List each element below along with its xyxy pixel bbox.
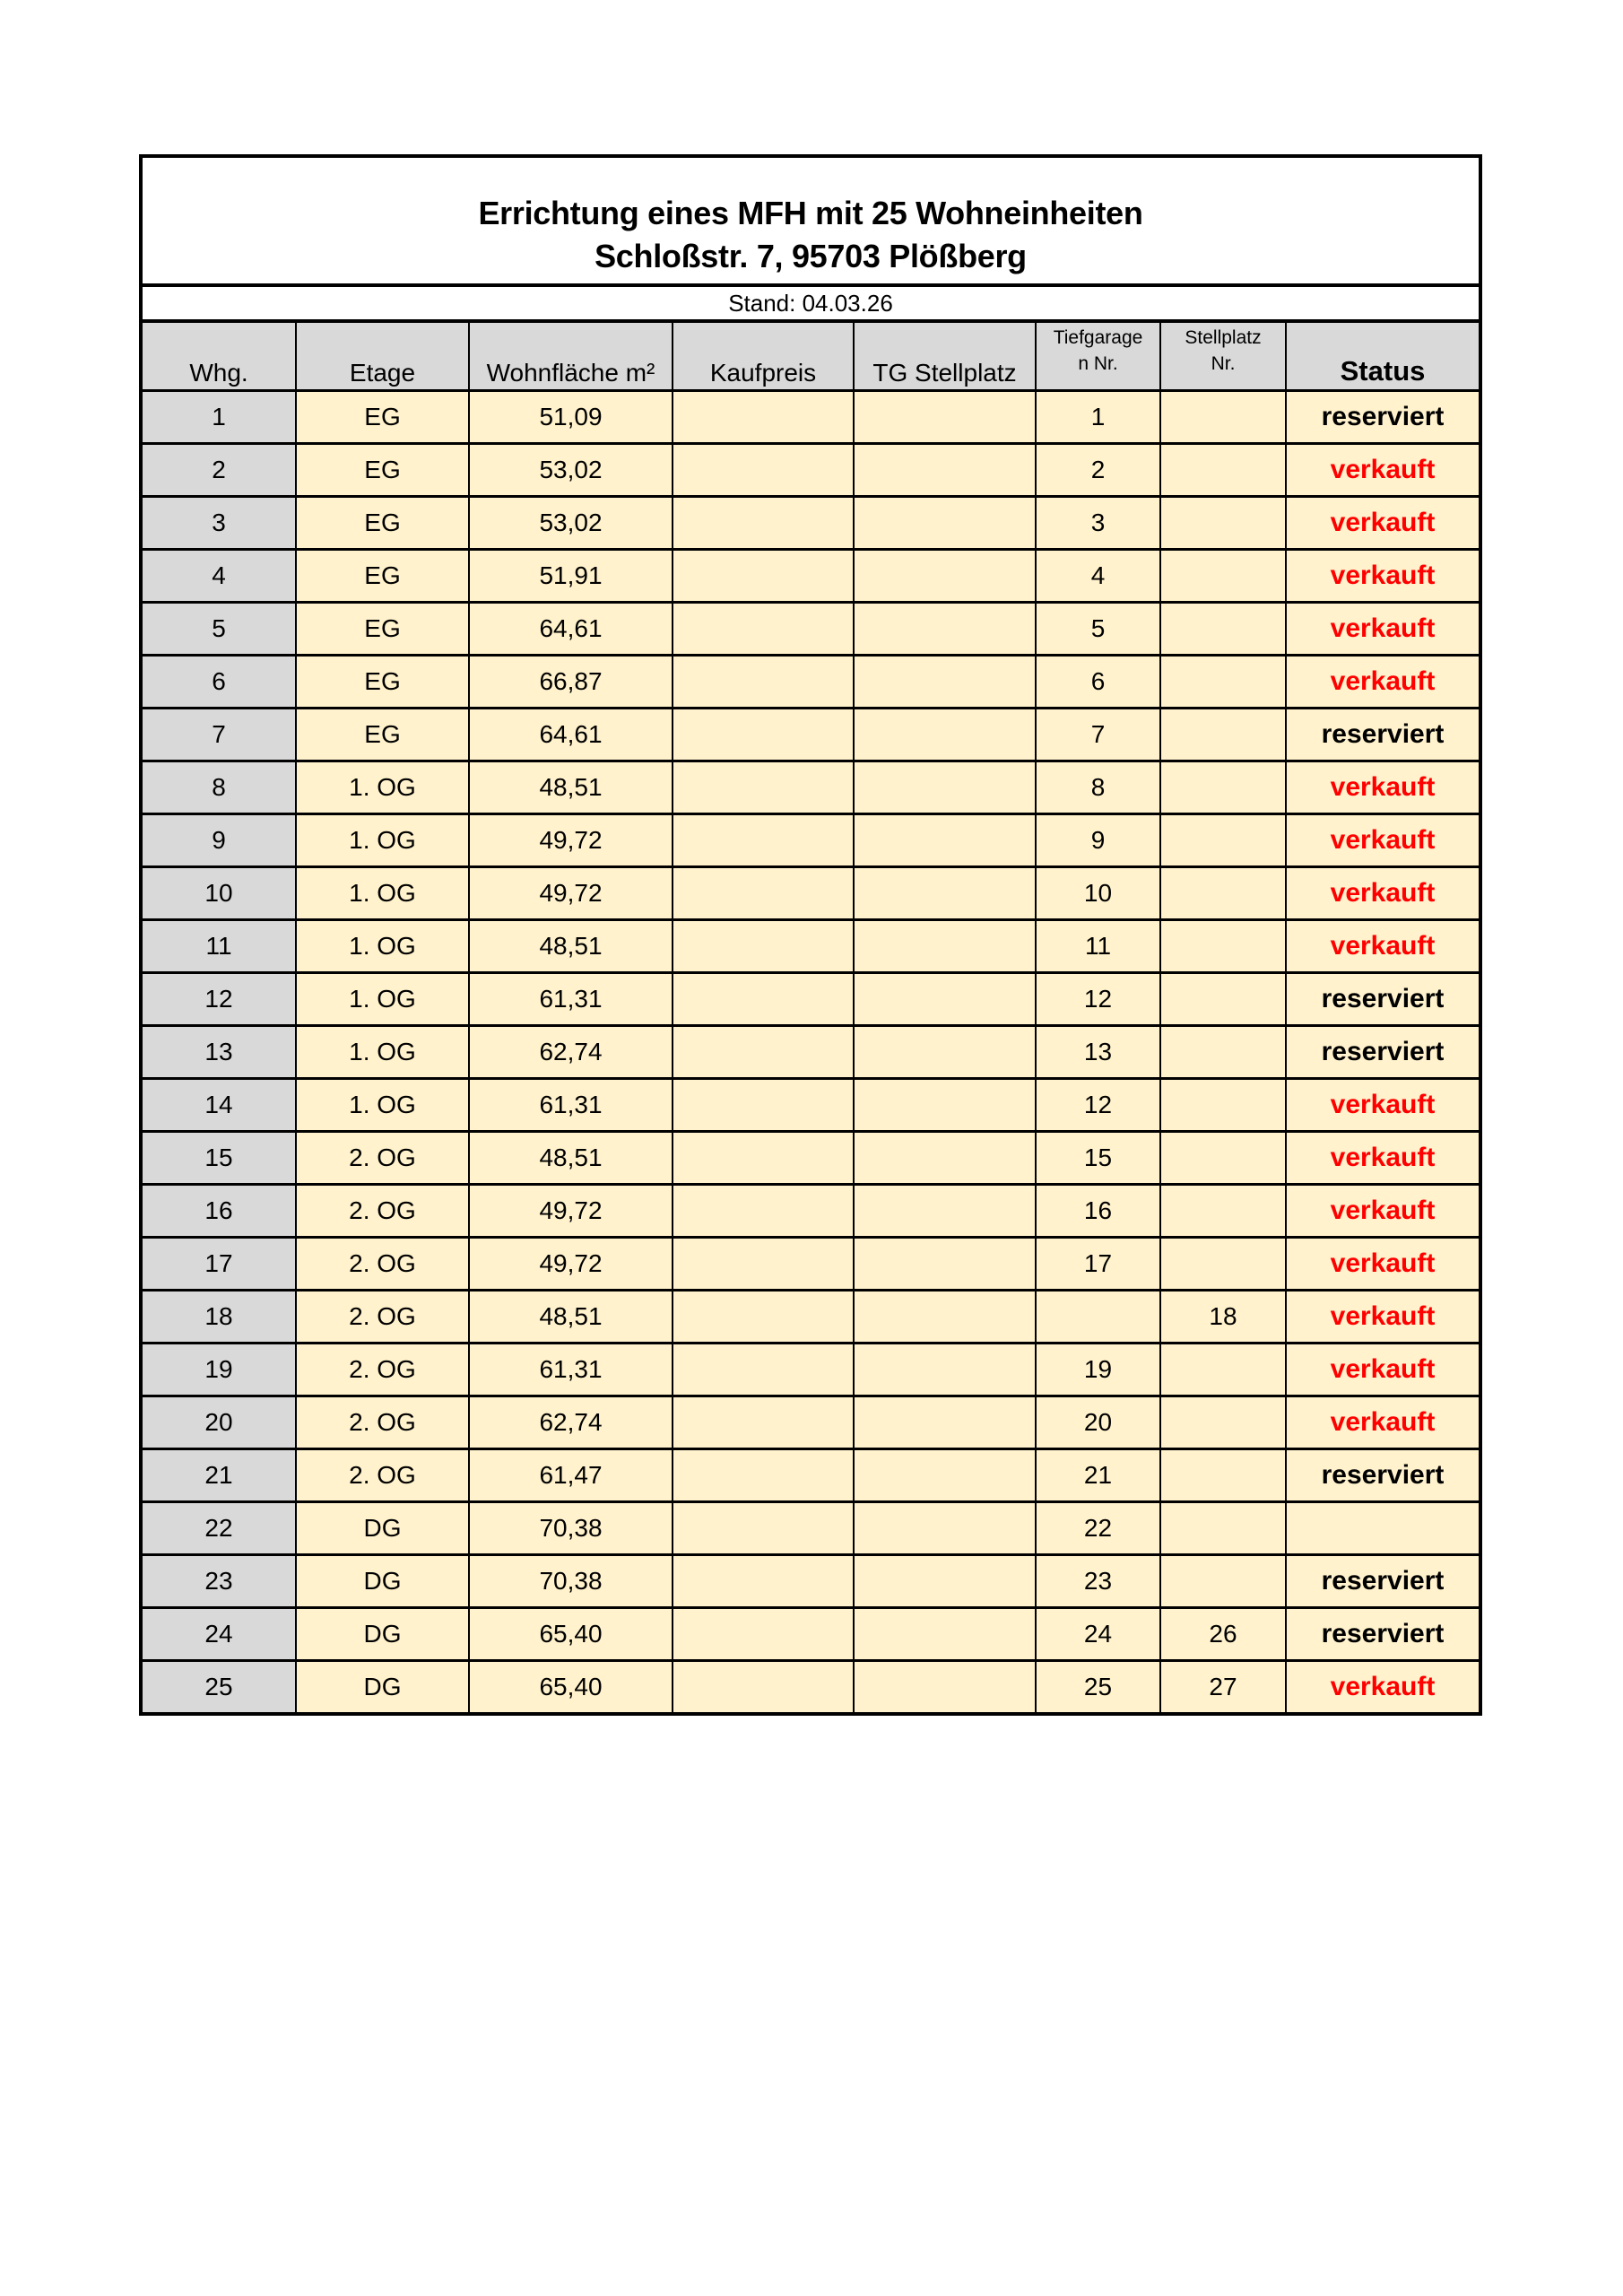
cell-stellplatz-nr bbox=[1160, 391, 1286, 444]
col-header-stellplatz-line1: Stellplatz bbox=[1185, 327, 1262, 348]
cell-kaufpreis bbox=[673, 656, 854, 709]
project-title: Errichtung eines MFH mit 25 Wohneinheiten bbox=[478, 195, 1143, 231]
cell-status: verkauft bbox=[1286, 1661, 1479, 1713]
table-row bbox=[143, 444, 1479, 497]
cell-tg-stellplatz bbox=[854, 814, 1036, 867]
cell-whg: 9 bbox=[143, 814, 296, 867]
cell-kaufpreis bbox=[673, 1608, 854, 1661]
cell-etage: 1. OG bbox=[296, 973, 469, 1026]
cell-stellplatz-nr: 18 bbox=[1160, 1291, 1286, 1344]
cell-status: verkauft bbox=[1286, 867, 1479, 920]
cell-status: verkauft bbox=[1286, 1396, 1479, 1449]
cell-kaufpreis bbox=[673, 920, 854, 973]
col-header-tiefgarage-line1: Tiefgarage bbox=[1053, 327, 1143, 348]
cell-tiefgarage-nr: 12 bbox=[1036, 973, 1160, 1026]
cell-status: verkauft bbox=[1286, 497, 1479, 550]
cell-whg: 3 bbox=[143, 497, 296, 550]
cell-kaufpreis bbox=[673, 1396, 854, 1449]
cell-whg: 19 bbox=[143, 1344, 296, 1396]
cell-tg-stellplatz bbox=[854, 656, 1036, 709]
cell-whg: 6 bbox=[143, 656, 296, 709]
cell-tiefgarage-nr: 5 bbox=[1036, 603, 1160, 656]
cell-kaufpreis bbox=[673, 1344, 854, 1396]
cell-stellplatz-nr bbox=[1160, 444, 1286, 497]
cell-etage: 2. OG bbox=[296, 1185, 469, 1238]
cell-kaufpreis bbox=[673, 867, 854, 920]
cell-whg: 11 bbox=[143, 920, 296, 973]
col-header-status: Status bbox=[1286, 323, 1479, 391]
cell-stellplatz-nr bbox=[1160, 814, 1286, 867]
cell-stellplatz-nr bbox=[1160, 920, 1286, 973]
cell-tg-stellplatz bbox=[854, 1238, 1036, 1291]
cell-wohnflaeche: 49,72 bbox=[469, 867, 673, 920]
table-row bbox=[143, 1132, 1479, 1185]
col-header-etage: Etage bbox=[296, 323, 469, 391]
cell-kaufpreis bbox=[673, 1291, 854, 1344]
table-row bbox=[143, 1502, 1479, 1555]
col-header-whg: Whg. bbox=[143, 323, 296, 391]
cell-tg-stellplatz bbox=[854, 867, 1036, 920]
cell-status: verkauft bbox=[1286, 814, 1479, 867]
cell-tiefgarage-nr: 12 bbox=[1036, 1079, 1160, 1132]
cell-etage: 1. OG bbox=[296, 814, 469, 867]
table-row bbox=[143, 867, 1479, 920]
cell-etage: DG bbox=[296, 1661, 469, 1713]
cell-tg-stellplatz bbox=[854, 1661, 1036, 1713]
cell-kaufpreis bbox=[673, 1449, 854, 1502]
cell-whg: 24 bbox=[143, 1608, 296, 1661]
cell-tiefgarage-nr: 15 bbox=[1036, 1132, 1160, 1185]
cell-kaufpreis bbox=[673, 550, 854, 603]
cell-stellplatz-nr bbox=[1160, 1502, 1286, 1555]
cell-tiefgarage-nr: 16 bbox=[1036, 1185, 1160, 1238]
cell-tg-stellplatz bbox=[854, 444, 1036, 497]
cell-tiefgarage-nr: 13 bbox=[1036, 1026, 1160, 1079]
cell-kaufpreis bbox=[673, 603, 854, 656]
cell-wohnflaeche: 51,09 bbox=[469, 391, 673, 444]
cell-kaufpreis bbox=[673, 1026, 854, 1079]
cell-status: reserviert bbox=[1286, 391, 1479, 444]
col-header-kaufpreis: Kaufpreis bbox=[673, 323, 854, 391]
cell-tg-stellplatz bbox=[854, 1185, 1036, 1238]
cell-status: reserviert bbox=[1286, 1608, 1479, 1661]
table-row bbox=[143, 1291, 1479, 1344]
cell-status: verkauft bbox=[1286, 656, 1479, 709]
cell-status: verkauft bbox=[1286, 1238, 1479, 1291]
project-address: Schloßstr. 7, 95703 Plößberg bbox=[595, 238, 1027, 274]
table-row bbox=[143, 814, 1479, 867]
col-header-tg-stellplatz: TG Stellplatz bbox=[854, 323, 1036, 391]
cell-whg: 16 bbox=[143, 1185, 296, 1238]
cell-stellplatz-nr bbox=[1160, 1449, 1286, 1502]
table-row bbox=[143, 920, 1479, 973]
cell-kaufpreis bbox=[673, 391, 854, 444]
cell-tiefgarage-nr: 23 bbox=[1036, 1555, 1160, 1608]
cell-wohnflaeche: 48,51 bbox=[469, 761, 673, 814]
cell-tg-stellplatz bbox=[854, 391, 1036, 444]
cell-status: verkauft bbox=[1286, 444, 1479, 497]
cell-kaufpreis bbox=[673, 761, 854, 814]
table-row bbox=[143, 1661, 1479, 1713]
cell-status: reserviert bbox=[1286, 1026, 1479, 1079]
table-row bbox=[143, 1238, 1479, 1291]
cell-tiefgarage-nr: 2 bbox=[1036, 444, 1160, 497]
cell-whg: 2 bbox=[143, 444, 296, 497]
cell-stellplatz-nr bbox=[1160, 1026, 1286, 1079]
cell-status: verkauft bbox=[1286, 1185, 1479, 1238]
cell-etage: EG bbox=[296, 603, 469, 656]
cell-etage: DG bbox=[296, 1608, 469, 1661]
cell-tg-stellplatz bbox=[854, 1079, 1036, 1132]
cell-etage: EG bbox=[296, 709, 469, 761]
cell-wohnflaeche: 70,38 bbox=[469, 1555, 673, 1608]
table-row bbox=[143, 973, 1479, 1026]
cell-wohnflaeche: 61,31 bbox=[469, 1344, 673, 1396]
cell-tg-stellplatz bbox=[854, 920, 1036, 973]
cell-kaufpreis bbox=[673, 1132, 854, 1185]
cell-status: verkauft bbox=[1286, 603, 1479, 656]
cell-status: verkauft bbox=[1286, 1079, 1479, 1132]
cell-whg: 20 bbox=[143, 1396, 296, 1449]
cell-kaufpreis bbox=[673, 1661, 854, 1713]
cell-wohnflaeche: 61,47 bbox=[469, 1449, 673, 1502]
cell-kaufpreis bbox=[673, 1238, 854, 1291]
cell-stellplatz-nr bbox=[1160, 1079, 1286, 1132]
cell-stellplatz-nr: 27 bbox=[1160, 1661, 1286, 1713]
cell-wohnflaeche: 53,02 bbox=[469, 497, 673, 550]
cell-status: verkauft bbox=[1286, 761, 1479, 814]
cell-etage: 1. OG bbox=[296, 1026, 469, 1079]
cell-kaufpreis bbox=[673, 1502, 854, 1555]
cell-etage: 1. OG bbox=[296, 761, 469, 814]
col-header-tiefgarage-line2: n Nr. bbox=[1078, 353, 1118, 374]
cell-tiefgarage-nr: 20 bbox=[1036, 1396, 1160, 1449]
table-row bbox=[143, 1344, 1479, 1396]
cell-whg: 5 bbox=[143, 603, 296, 656]
cell-status: verkauft bbox=[1286, 1344, 1479, 1396]
cell-stellplatz-nr bbox=[1160, 867, 1286, 920]
cell-tg-stellplatz bbox=[854, 497, 1036, 550]
table-row bbox=[143, 1608, 1479, 1661]
cell-etage: DG bbox=[296, 1555, 469, 1608]
cell-tg-stellplatz bbox=[854, 1132, 1036, 1185]
cell-tiefgarage-nr: 21 bbox=[1036, 1449, 1160, 1502]
cell-tiefgarage-nr: 3 bbox=[1036, 497, 1160, 550]
cell-wohnflaeche: 64,61 bbox=[469, 709, 673, 761]
cell-kaufpreis bbox=[673, 1555, 854, 1608]
cell-status: verkauft bbox=[1286, 920, 1479, 973]
cell-tg-stellplatz bbox=[854, 603, 1036, 656]
cell-tg-stellplatz bbox=[854, 1291, 1036, 1344]
cell-tg-stellplatz bbox=[854, 761, 1036, 814]
cell-wohnflaeche: 51,91 bbox=[469, 550, 673, 603]
cell-etage: EG bbox=[296, 391, 469, 444]
cell-etage: 2. OG bbox=[296, 1291, 469, 1344]
cell-tiefgarage-nr: 24 bbox=[1036, 1608, 1160, 1661]
cell-tiefgarage-nr: 22 bbox=[1036, 1502, 1160, 1555]
cell-tiefgarage-nr: 11 bbox=[1036, 920, 1160, 973]
cell-tiefgarage-nr: 19 bbox=[1036, 1344, 1160, 1396]
cell-stellplatz-nr bbox=[1160, 1132, 1286, 1185]
cell-status: reserviert bbox=[1286, 973, 1479, 1026]
cell-tiefgarage-nr: 10 bbox=[1036, 867, 1160, 920]
cell-wohnflaeche: 48,51 bbox=[469, 1291, 673, 1344]
cell-wohnflaeche: 53,02 bbox=[469, 444, 673, 497]
cell-whg: 22 bbox=[143, 1502, 296, 1555]
cell-tg-stellplatz bbox=[854, 1344, 1036, 1396]
cell-wohnflaeche: 49,72 bbox=[469, 1238, 673, 1291]
cell-tg-stellplatz bbox=[854, 1502, 1036, 1555]
cell-etage: 2. OG bbox=[296, 1344, 469, 1396]
cell-whg: 25 bbox=[143, 1661, 296, 1713]
cell-whg: 12 bbox=[143, 973, 296, 1026]
cell-stellplatz-nr bbox=[1160, 1555, 1286, 1608]
table-row bbox=[143, 1396, 1479, 1449]
cell-stellplatz-nr bbox=[1160, 973, 1286, 1026]
cell-etage: 1. OG bbox=[296, 1079, 469, 1132]
cell-etage: EG bbox=[296, 497, 469, 550]
cell-tg-stellplatz bbox=[854, 1555, 1036, 1608]
title-block bbox=[143, 158, 1479, 287]
cell-tiefgarage-nr bbox=[1036, 1291, 1160, 1344]
cell-whg: 1 bbox=[143, 391, 296, 444]
cell-kaufpreis bbox=[673, 1079, 854, 1132]
cell-stellplatz-nr bbox=[1160, 550, 1286, 603]
cell-whg: 17 bbox=[143, 1238, 296, 1291]
cell-wohnflaeche: 61,31 bbox=[469, 1079, 673, 1132]
cell-whg: 8 bbox=[143, 761, 296, 814]
cell-stellplatz-nr bbox=[1160, 761, 1286, 814]
cell-wohnflaeche: 65,40 bbox=[469, 1661, 673, 1713]
cell-tg-stellplatz bbox=[854, 1608, 1036, 1661]
cell-etage: 1. OG bbox=[296, 867, 469, 920]
table-row bbox=[143, 656, 1479, 709]
cell-stellplatz-nr: 26 bbox=[1160, 1608, 1286, 1661]
cell-tg-stellplatz bbox=[854, 973, 1036, 1026]
cell-status: reserviert bbox=[1286, 709, 1479, 761]
cell-wohnflaeche: 70,38 bbox=[469, 1502, 673, 1555]
cell-stellplatz-nr bbox=[1160, 656, 1286, 709]
cell-kaufpreis bbox=[673, 497, 854, 550]
cell-tiefgarage-nr: 1 bbox=[1036, 391, 1160, 444]
cell-whg: 15 bbox=[143, 1132, 296, 1185]
cell-status bbox=[1286, 1502, 1479, 1555]
cell-whg: 14 bbox=[143, 1079, 296, 1132]
cell-wohnflaeche: 62,74 bbox=[469, 1026, 673, 1079]
cell-stellplatz-nr bbox=[1160, 1238, 1286, 1291]
units-table bbox=[143, 323, 1479, 1712]
cell-status: verkauft bbox=[1286, 550, 1479, 603]
apartment-sales-sheet bbox=[139, 154, 1482, 1716]
table-row bbox=[143, 497, 1479, 550]
cell-tiefgarage-nr: 9 bbox=[1036, 814, 1160, 867]
table-row bbox=[143, 391, 1479, 444]
col-header-stellplatz-line2: Nr. bbox=[1211, 353, 1236, 374]
cell-stellplatz-nr bbox=[1160, 1344, 1286, 1396]
table-row bbox=[143, 761, 1479, 814]
cell-status: reserviert bbox=[1286, 1555, 1479, 1608]
col-header-wohnflaeche: Wohnfläche m² bbox=[469, 323, 673, 391]
cell-etage: DG bbox=[296, 1502, 469, 1555]
cell-tiefgarage-nr: 25 bbox=[1036, 1661, 1160, 1713]
cell-whg: 21 bbox=[143, 1449, 296, 1502]
cell-etage: 1. OG bbox=[296, 920, 469, 973]
table-row bbox=[143, 1079, 1479, 1132]
cell-tg-stellplatz bbox=[854, 550, 1036, 603]
table-row bbox=[143, 1185, 1479, 1238]
cell-wohnflaeche: 62,74 bbox=[469, 1396, 673, 1449]
cell-wohnflaeche: 64,61 bbox=[469, 603, 673, 656]
cell-tg-stellplatz bbox=[854, 709, 1036, 761]
cell-wohnflaeche: 66,87 bbox=[469, 656, 673, 709]
cell-etage: EG bbox=[296, 550, 469, 603]
cell-wohnflaeche: 65,40 bbox=[469, 1608, 673, 1661]
cell-tg-stellplatz bbox=[854, 1396, 1036, 1449]
cell-whg: 10 bbox=[143, 867, 296, 920]
cell-stellplatz-nr bbox=[1160, 1185, 1286, 1238]
cell-wohnflaeche: 49,72 bbox=[469, 814, 673, 867]
cell-kaufpreis bbox=[673, 1185, 854, 1238]
cell-etage: 2. OG bbox=[296, 1396, 469, 1449]
cell-stellplatz-nr bbox=[1160, 603, 1286, 656]
cell-tiefgarage-nr: 6 bbox=[1036, 656, 1160, 709]
cell-etage: 2. OG bbox=[296, 1449, 469, 1502]
cell-wohnflaeche: 48,51 bbox=[469, 920, 673, 973]
table-body bbox=[143, 391, 1479, 1713]
cell-tiefgarage-nr: 17 bbox=[1036, 1238, 1160, 1291]
cell-tg-stellplatz bbox=[854, 1026, 1036, 1079]
col-header-stellplatz-nr bbox=[1160, 323, 1286, 391]
cell-etage: 2. OG bbox=[296, 1238, 469, 1291]
cell-tg-stellplatz bbox=[854, 1449, 1036, 1502]
cell-wohnflaeche: 49,72 bbox=[469, 1185, 673, 1238]
table-row bbox=[143, 1449, 1479, 1502]
cell-status: verkauft bbox=[1286, 1132, 1479, 1185]
cell-tiefgarage-nr: 7 bbox=[1036, 709, 1160, 761]
cell-kaufpreis bbox=[673, 814, 854, 867]
stand-date: Stand: 04.03.26 bbox=[143, 287, 1479, 323]
cell-tiefgarage-nr: 8 bbox=[1036, 761, 1160, 814]
cell-etage: EG bbox=[296, 656, 469, 709]
cell-whg: 13 bbox=[143, 1026, 296, 1079]
cell-whg: 23 bbox=[143, 1555, 296, 1608]
cell-stellplatz-nr bbox=[1160, 1396, 1286, 1449]
table-row bbox=[143, 603, 1479, 656]
col-header-tiefgarage-nr bbox=[1036, 323, 1160, 391]
cell-whg: 7 bbox=[143, 709, 296, 761]
cell-etage: EG bbox=[296, 444, 469, 497]
cell-tiefgarage-nr: 4 bbox=[1036, 550, 1160, 603]
cell-etage: 2. OG bbox=[296, 1132, 469, 1185]
cell-whg: 18 bbox=[143, 1291, 296, 1344]
cell-whg: 4 bbox=[143, 550, 296, 603]
cell-wohnflaeche: 48,51 bbox=[469, 1132, 673, 1185]
cell-kaufpreis bbox=[673, 973, 854, 1026]
table-row bbox=[143, 1555, 1479, 1608]
cell-kaufpreis bbox=[673, 709, 854, 761]
table-row bbox=[143, 709, 1479, 761]
table-row bbox=[143, 550, 1479, 603]
cell-stellplatz-nr bbox=[1160, 497, 1286, 550]
cell-stellplatz-nr bbox=[1160, 709, 1286, 761]
cell-status: reserviert bbox=[1286, 1449, 1479, 1502]
table-row bbox=[143, 1026, 1479, 1079]
cell-wohnflaeche: 61,31 bbox=[469, 973, 673, 1026]
header-row bbox=[143, 323, 1479, 391]
cell-status: verkauft bbox=[1286, 1291, 1479, 1344]
cell-kaufpreis bbox=[673, 444, 854, 497]
